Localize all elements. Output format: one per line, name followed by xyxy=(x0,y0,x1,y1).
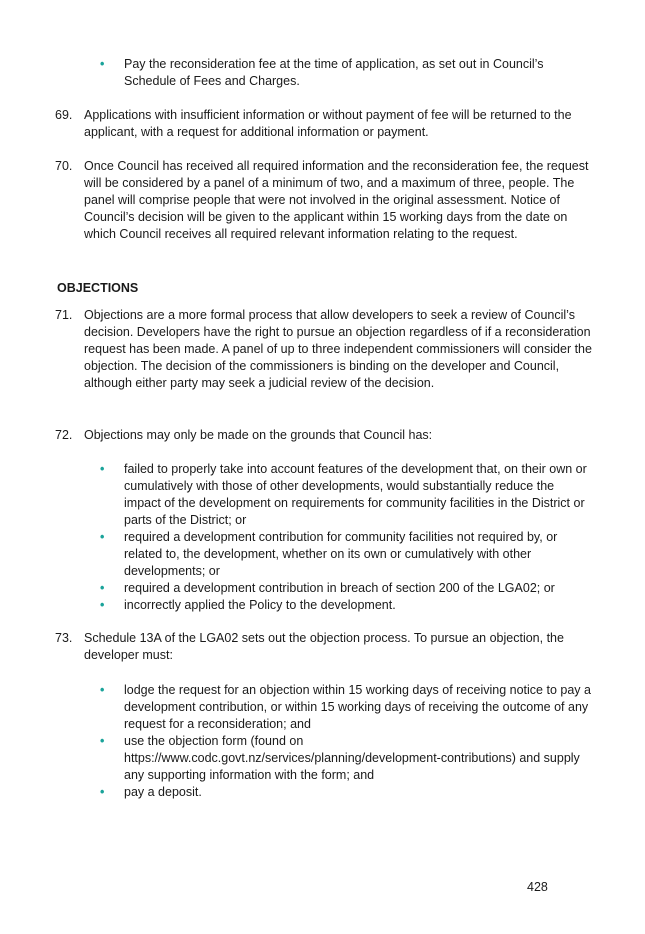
list-item xyxy=(100,682,592,733)
paragraph-text: Objections are a more formal process that allow developers to seek a review of Council’s decision. Developers have the right to pursue an objection regardless of if a reconsideration request has been made. A panel of up to three independent commissioners will consider the objection. The decision of the commissioners is binding on the developer and Council, although either party may seek a judicial review of the decision. xyxy=(84,308,592,390)
bullet-icon: • xyxy=(100,581,105,595)
paragraph-text: Once Council has received all required information and the reconsideration fee, the request will be considered by a panel of a minimum of two, and a maximum of three, people. The panel will comprise people that were not involved in the original assessment. Notice of Council’s decision will be given to the applicant within 15 working days from the date on which Council receives all required relevant information relating to the request. xyxy=(84,159,589,241)
bullet-text: required a development contribution for community facilities not required by, or related to, the development, whether on its own or cumulatively with other developments; or xyxy=(124,530,558,578)
list-item xyxy=(100,461,592,529)
paragraph-text: Applications with insufficient information or without payment of fee will be returned to the applicant, with a request for additional information or payment. xyxy=(84,108,572,139)
objection-grounds-list xyxy=(100,461,592,614)
bullet-icon: • xyxy=(100,598,105,612)
paragraph-number: 72. xyxy=(55,428,73,442)
list-item xyxy=(100,529,592,580)
objection-process-list xyxy=(100,682,592,801)
bullet-text: pay a deposit. xyxy=(124,785,202,799)
section-heading: OBJECTIONS xyxy=(57,281,139,295)
paragraph-number: 69. xyxy=(55,108,73,122)
paragraph-70 xyxy=(55,158,595,243)
list-item xyxy=(100,784,592,801)
bullet-icon: • xyxy=(100,785,105,799)
paragraph-text: Objections may only be made on the grounds that Council has: xyxy=(84,428,433,442)
bullet-text: incorrectly applied the Policy to the development. xyxy=(124,598,396,612)
paragraph-69 xyxy=(55,107,595,141)
bullet-text: failed to properly take into account features of the development that, on their own or cumulatively with those of other developments, would substantially reduce the impact of the development on requirements for community facilities in the District or parts of the District; or xyxy=(124,462,587,527)
bullet-text: required a development contribution in breach of section 200 of the LGA02; or xyxy=(124,581,555,595)
bullet-icon: • xyxy=(100,734,105,748)
reconsideration-bullet-list xyxy=(100,56,592,90)
bullet-text: lodge the request for an objection within 15 working days of receiving notice to pay a development contribution, or within 15 working days of receiving the outcome of any request for a reconsideration; and xyxy=(124,683,591,731)
page-number: 428 xyxy=(527,880,548,894)
list-item xyxy=(100,580,592,597)
list-item xyxy=(100,597,592,614)
bullet-text: use the objection form (found on https://www.codc.govt.nz/services/planning/development-contributions) and supply any supporting information with the form; and xyxy=(124,734,580,782)
bullet-icon: • xyxy=(100,530,105,544)
bullet-icon: • xyxy=(100,462,105,476)
paragraph-number: 71. xyxy=(55,308,73,322)
bullet-icon: • xyxy=(100,683,105,697)
paragraph-73 xyxy=(55,630,595,664)
list-item xyxy=(100,56,592,90)
bullet-text: Pay the reconsideration fee at the time of application, as set out in Council’s Schedule of Fees and Charges. xyxy=(124,57,544,88)
paragraph-72 xyxy=(55,427,595,444)
list-item xyxy=(100,733,592,784)
paragraph-number: 73. xyxy=(55,631,73,645)
paragraph-number: 70. xyxy=(55,159,73,173)
bullet-icon: • xyxy=(100,57,105,71)
paragraph-text: Schedule 13A of the LGA02 sets out the objection process. To pursue an objection, the developer must: xyxy=(84,631,564,662)
paragraph-71 xyxy=(55,307,595,392)
